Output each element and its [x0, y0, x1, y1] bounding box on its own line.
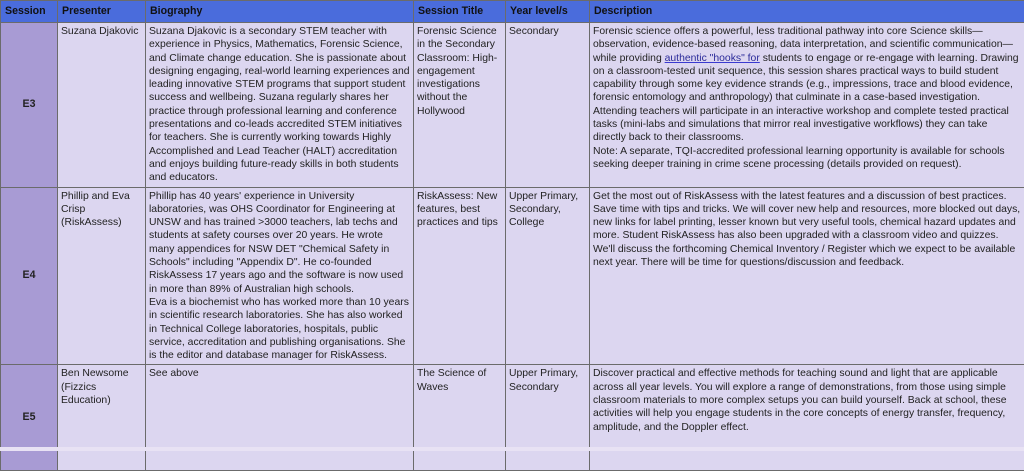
header-row	[1, 1, 1024, 23]
session-title-cell: RiskAssess: New features, best practices and tips	[414, 187, 506, 365]
description-text: students to engage or re-engage with learning. Drawing on a classroom-tested unit sequence, this session shares practical ways to build student capability through some key evidence strands (e.g., impressions, trace and blood evidence, forensic entomology and anthropology) that culminate in a case-based investigation. Attending teachers will participate in an interactive workshop and complete tested practical tasks (mini-labs and simulations that mirror real investigative workflows) they can take directly back to their classrooms.	[593, 53, 1019, 144]
session-code: E4	[1, 187, 58, 365]
table-row	[1, 23, 1024, 188]
biography-cell: Suzana Djakovic is a secondary STEM teacher with experience in Physics, Mathematics, Forensic Science, and Climate change education. She is passionate about designing engaging, real-world learning experiences and leading innovative STEM programs that support student success and wellbeing. Suzana regularly shares her practice through professional learning and conference presentations and co-leads accredited STEM initiatives for teachers. She is currently working towards Highly Accomplished and Lead Teacher (HALT) accreditation and enjoys building future-ready skills in both students and educators.	[146, 23, 414, 188]
biography-cell: See above	[146, 365, 414, 471]
session-code: E5	[1, 365, 58, 471]
table-row	[1, 187, 1024, 365]
header-presenter: Presenter	[58, 1, 146, 23]
header-description: Description	[590, 1, 1024, 23]
description-text: Forensic science offers a powerful, less traditional pathway into core Science skills—observation, evidence-based reasoning, data interpretation, and scientific communication—while providing	[593, 26, 1013, 64]
presenter-cell: Suzana Djakovic	[58, 23, 146, 188]
description-link[interactable]: authentic "hooks" for	[665, 53, 760, 64]
header-biography: Biography	[146, 1, 414, 23]
presenter-cell: Ben Newsome (Fizzics Education)	[58, 365, 146, 471]
biography-paragraph: Eva is a biochemist who has worked more than 10 years in scientific research laboratories. She has also worked in Technical College laboratories, hospitals, public service, accreditation and publishing organisations. She is the editor and database manager for RiskAssess.	[149, 296, 410, 362]
year-level-cell: Upper Primary, Secondary, College	[506, 187, 590, 365]
description-cell: Discover practical and effective methods for teaching sound and light that are applicable across all year levels. You will explore a range of demonstrations, from those using simple classroom materials to more complex setups you can build yourself. Back at school, these activities will help you engage students in the core concepts of energy transfer, frequency, amplitude, and the Doppler effect.	[590, 365, 1024, 471]
year-level-cell: Secondary	[506, 23, 590, 188]
biography-paragraph: Phillip has 40 years' experience in University laboratories, was OHS Coordinator for Engineering at UNSW and has trained >3000 teachers, lab techs and students at safety courses over 20 years. He wrote many appendices for NSW DET "Chemical Safety in Schools" including "Appendix D". He co-founded RiskAssess 17 years ago and the software is now used in more than 89% of Australian high schools.	[149, 190, 410, 296]
header-session-title: Session Title	[414, 1, 506, 23]
presenter-cell: Phillip and Eva Crisp (RiskAssess)	[58, 187, 146, 365]
description-cell: Get the most out of RiskAssess with the latest features and a discussion of best practices. Save time with tips and tricks. We will cover new help and resources, more blocked out days, new links for label printing, lesser known but very useful tools, chemical hazard updates and more. Student RiskAssess has also been upgraded with a classroom video and quizzes. We'll discuss the forthcoming Chemical Inventory / Register which we expect to be available next year. There will be time for questions/discussion and feedback.	[590, 187, 1024, 365]
header-year-level: Year level/s	[506, 1, 590, 23]
session-title-cell: The Science of Waves	[414, 365, 506, 471]
description-cell	[590, 23, 1024, 188]
next-row-edge	[0, 447, 1024, 451]
header-session: Session	[1, 1, 58, 23]
year-level-cell: Upper Primary, Secondary	[506, 365, 590, 471]
session-title-cell: Forensic Science in the Secondary Classroom: High-engagement investigations without the Hollywood	[414, 23, 506, 188]
table-row	[1, 365, 1024, 471]
session-code: E3	[1, 23, 58, 188]
description-note: Note: A separate, TQI-accredited professional learning opportunity is available for schools seeking deeper training in crime scene processing (details provided on request).	[593, 145, 1021, 172]
biography-cell	[146, 187, 414, 365]
